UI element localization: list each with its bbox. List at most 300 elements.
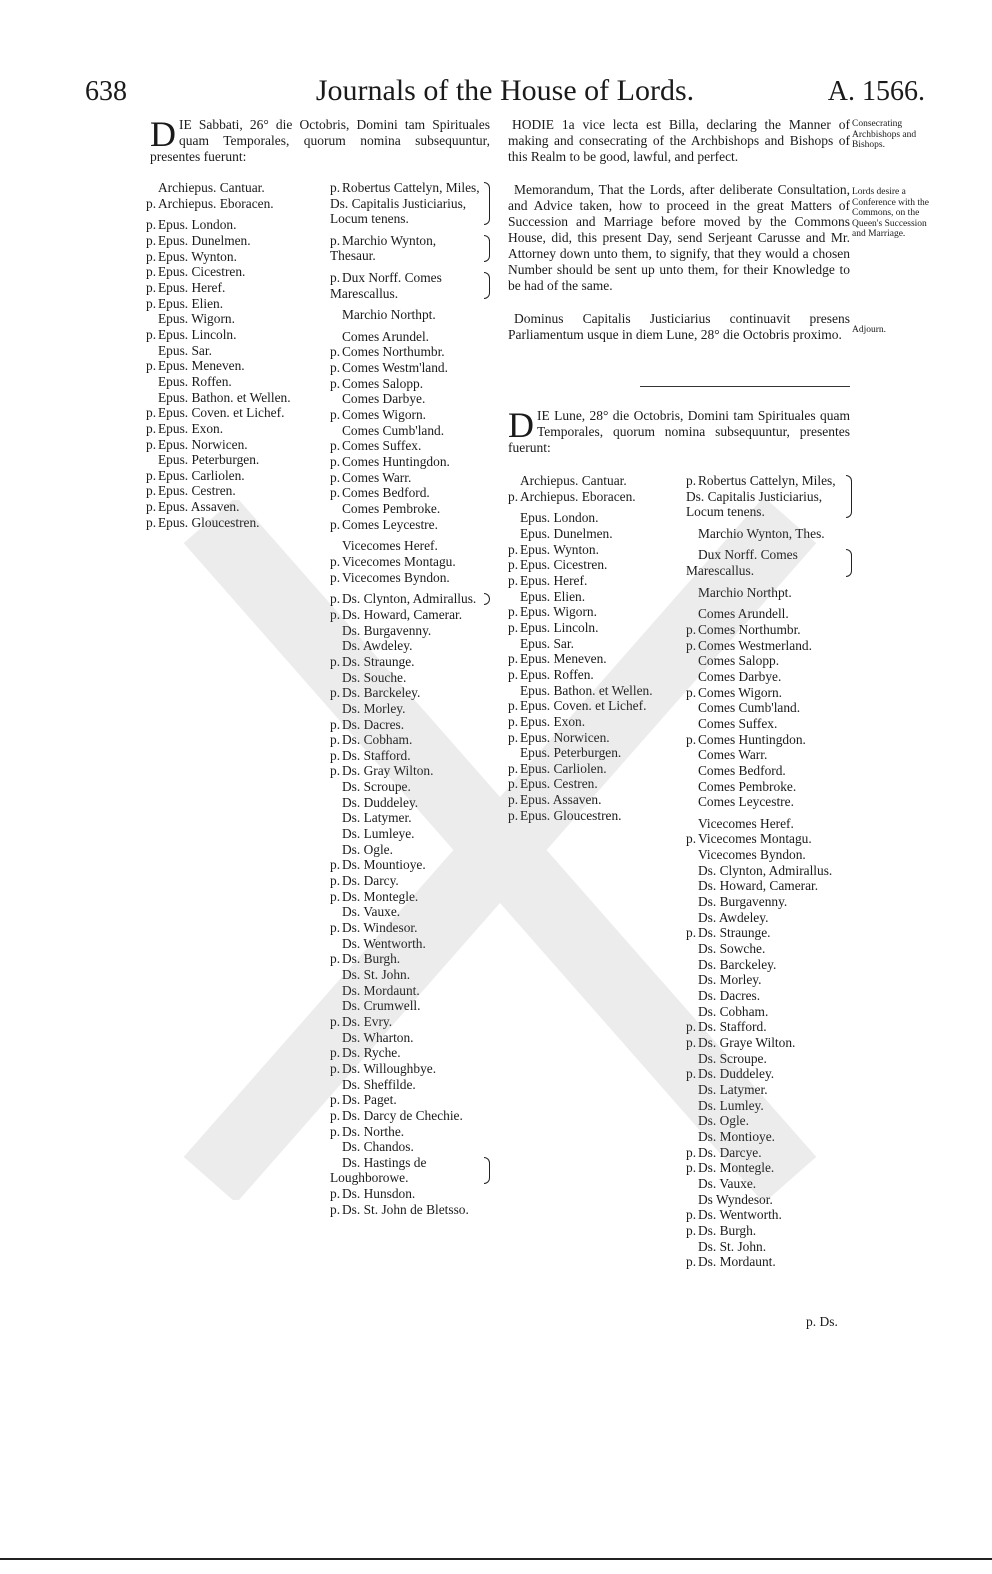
attendance-entry — [686, 585, 854, 601]
present-marker: p. — [686, 1160, 697, 1176]
attendance-entry — [686, 816, 854, 832]
attendance-entry — [508, 526, 683, 542]
drop-cap: D — [508, 405, 534, 445]
attendance-entry — [330, 967, 492, 983]
present-marker: p. — [508, 557, 519, 573]
lord-name: Epus. Wigorn. — [520, 604, 597, 620]
lord-name: Comes Arundel. — [342, 328, 430, 344]
attendance-entry — [508, 761, 683, 777]
lord-name: Vicecomes Montagu. — [342, 554, 456, 569]
lord-name: Robertus Cattelyn, Miles, Ds. Capitalis Justiciarius, Locum tenens. — [686, 473, 836, 520]
attendance-entry — [686, 473, 854, 520]
attendance-entry — [330, 554, 492, 570]
mon-temporal-list — [686, 473, 854, 1270]
attendance-entry — [686, 1176, 854, 1192]
lord-name: Epus. Gloucestren. — [158, 514, 260, 530]
lord-name: Epus. Wigorn. — [158, 311, 235, 327]
attendance-entry — [508, 604, 683, 620]
lord-name: Ds. Barckeley. — [342, 685, 421, 701]
mon-intro — [508, 405, 850, 456]
attendance-entry — [508, 473, 683, 489]
present-marker: p. — [146, 279, 157, 295]
attendance-entry — [146, 437, 311, 453]
present-marker: p. — [330, 716, 341, 732]
attendance-entry — [330, 1139, 492, 1155]
lord-name: Vicecomes Byndon. — [342, 569, 450, 585]
lord-name: Epus. Lincoln. — [520, 619, 599, 635]
lord-name: Epus. Meneven. — [520, 651, 607, 667]
sat-intro — [150, 114, 490, 165]
lord-name: Robertus Cattelyn, Miles, Ds. Capitalis Justiciarius, Locum tenens. — [330, 180, 480, 227]
lord-name: Epus. Heref. — [520, 572, 588, 588]
attendance-entry — [330, 638, 492, 654]
attendance-entry — [508, 489, 683, 505]
lord-name: Ds. Burgavenny. — [698, 894, 788, 910]
lord-name: Vicecomes Montagu. — [698, 831, 812, 847]
lord-name: Ds. Howard, Camerar. — [698, 878, 819, 894]
attendance-entry — [330, 685, 492, 701]
lord-name: Ds. Wharton. — [342, 1029, 414, 1045]
lord-name: Epus. Cestren. — [158, 483, 236, 499]
lord-name: Epus. Assaven. — [520, 792, 602, 808]
lord-name: Dux Norff. Comes Marescallus. — [330, 269, 442, 301]
attendance-entry — [330, 1077, 492, 1093]
attendance-entry — [508, 792, 683, 808]
attendance-entry — [330, 270, 492, 301]
attendance-entry — [146, 249, 311, 265]
present-marker: p. — [330, 685, 341, 701]
present-marker: p. — [146, 420, 157, 436]
present-marker: p. — [686, 1035, 697, 1050]
present-marker: p. — [330, 569, 341, 585]
lord-name: Epus. Coven. et Lichef. — [520, 698, 647, 714]
lord-name: Ds. Barckeley. — [698, 956, 777, 972]
attendance-entry — [330, 936, 492, 952]
attendance-entry — [330, 470, 492, 486]
present-marker: p. — [330, 375, 341, 391]
lord-name: Ds. Straunge. — [698, 925, 771, 941]
year-marker: A. 1566. — [827, 76, 925, 107]
lord-name: Ds. Paget. — [342, 1092, 397, 1108]
present-marker: p. — [508, 619, 519, 635]
present-marker: p. — [330, 857, 341, 873]
attendance-entry — [330, 732, 492, 748]
attendance-entry — [146, 452, 311, 468]
attendance-entry — [508, 714, 683, 730]
attendance-entry — [686, 1113, 854, 1129]
page-header — [85, 70, 925, 110]
attendance-entry — [146, 499, 311, 515]
attendance-entry — [686, 1145, 854, 1161]
attendance-entry — [508, 542, 683, 558]
lord-name: Comes Warr. — [698, 747, 768, 763]
lord-name: Comes Suffex. — [698, 715, 778, 731]
lord-name: Epus. Lincoln. — [158, 326, 237, 342]
adjournment-paragraph: Dominus Capitalis Justiciarius continuavit presens Parliamentum usque in diem Lune, 28° die Octobris proximo. — [508, 311, 850, 342]
lord-name: Marchio Wynton, Thesaur. — [330, 232, 437, 264]
lord-name: Epus. Assaven. — [158, 499, 240, 515]
lord-name: Ds. Chandos. — [342, 1139, 414, 1155]
lord-name: Ds. Duddeley. — [698, 1066, 775, 1082]
lord-name: Ds. Mordaunt. — [698, 1254, 776, 1270]
lord-name: Comes Pembroke. — [342, 501, 441, 517]
present-marker: p. — [146, 248, 157, 264]
attendance-entry — [330, 951, 492, 967]
attendance-entry — [686, 732, 854, 748]
attendance-entry — [686, 863, 854, 879]
attendance-entry — [686, 988, 854, 1004]
present-marker: p. — [686, 1066, 697, 1082]
attendance-entry — [686, 925, 854, 941]
attendance-entry — [330, 1045, 492, 1061]
lord-name: Ds. Burgh. — [342, 951, 401, 967]
present-marker: p. — [330, 1060, 341, 1076]
attendance-entry — [330, 748, 492, 764]
lord-name: Epus. Carliolen. — [520, 760, 607, 776]
lord-name: Ds. Awdeley. — [342, 638, 413, 654]
attendance-entry — [686, 1223, 854, 1239]
present-marker: p. — [146, 232, 157, 248]
lord-name: Ds. Souche. — [342, 669, 407, 685]
present-marker: p. — [508, 807, 519, 823]
present-marker: p. — [686, 1207, 697, 1223]
attendance-entry — [330, 983, 492, 999]
attendance-entry — [508, 573, 683, 589]
present-marker: p. — [330, 469, 341, 485]
lord-name: Vicecomes Heref. — [698, 815, 794, 831]
attendance-entry — [330, 329, 492, 345]
present-marker: p. — [146, 264, 157, 280]
lord-name: Comes Leycestre. — [342, 516, 438, 532]
lord-name: Vicecomes Byndon. — [698, 847, 806, 863]
lord-name: Epus. Wynton. — [158, 248, 237, 264]
lord-name: Ds. Ryche. — [342, 1045, 401, 1061]
lord-name: Comes Northumbr. — [342, 344, 445, 360]
lord-name: Comes Arundell. — [698, 606, 789, 622]
attendance-entry — [508, 651, 683, 667]
present-marker: p. — [330, 360, 341, 376]
attendance-entry — [146, 358, 311, 374]
attendance-entry — [330, 485, 492, 501]
attendance-entry — [330, 920, 492, 936]
attendance-entry — [686, 1082, 854, 1098]
lord-name: Epus. London. — [158, 217, 237, 233]
lord-name: Ds. Evry. — [342, 1013, 393, 1029]
attendance-entry — [686, 779, 854, 795]
lord-name: Ds. Dacres. — [698, 988, 761, 1004]
attendance-entry — [686, 941, 854, 957]
present-marker: p. — [330, 554, 341, 569]
lord-name: Comes Westmerland. — [698, 637, 812, 653]
present-marker: p. — [508, 666, 519, 682]
attendance-entry — [330, 998, 492, 1014]
attendance-entry — [686, 622, 854, 638]
lord-name: Comes Leycestre. — [698, 794, 794, 810]
attendance-entry — [508, 510, 683, 526]
attendance-entry — [146, 483, 311, 499]
lord-name: Epus. Elien. — [158, 295, 224, 311]
lord-name: Ds. Montegle. — [342, 888, 419, 904]
lord-name: Ds. Burgavenny. — [342, 622, 432, 638]
attendance-entry — [508, 667, 683, 683]
present-marker: p. — [330, 732, 341, 748]
lord-name: Epus. Carliolen. — [158, 467, 245, 483]
attendance-entry — [686, 910, 854, 926]
margin-note-adjourn: Adjourn. — [852, 325, 887, 335]
present-marker: p. — [508, 698, 519, 714]
present-marker: p. — [508, 541, 519, 557]
lord-name: Ds. Dacres. — [342, 716, 405, 732]
lord-name: Marchio Northpt. — [698, 584, 792, 600]
attendance-entry — [686, 685, 854, 701]
attendance-entry — [146, 180, 311, 196]
lord-name: Comes Bedford. — [698, 762, 786, 778]
present-marker: p. — [330, 1045, 341, 1061]
present-marker: p. — [330, 407, 341, 423]
attendance-entry — [508, 620, 683, 636]
lord-name: Epus. Meneven. — [158, 358, 245, 374]
lord-name: Vicecomes Heref. — [342, 538, 438, 554]
margin-note-conference: Lords desire a Conference with the Commons, on the Queen's Succession and Marriage. — [852, 187, 930, 239]
present-marker: p. — [508, 713, 519, 729]
lord-name: Epus. Exon. — [158, 420, 224, 436]
lord-name: Epus. Dunelmen. — [158, 232, 251, 248]
present-marker: p. — [330, 1107, 341, 1123]
attendance-entry — [686, 1129, 854, 1145]
attendance-entry — [330, 810, 492, 826]
attendance-entry — [330, 1202, 492, 1218]
lord-name: Epus. Dunelmen. — [520, 525, 613, 541]
attendance-entry — [686, 1239, 854, 1255]
lord-name: Epus. Cestren. — [520, 776, 598, 792]
attendance-entry — [330, 607, 492, 623]
present-marker: p. — [508, 792, 519, 808]
attendance-entry — [146, 468, 311, 484]
lord-name: Epus. Peterburgen. — [520, 745, 622, 761]
attendance-entry — [330, 842, 492, 858]
lord-name: Ds. Graye Wilton. — [698, 1035, 796, 1050]
attendance-entry — [686, 1192, 854, 1208]
attendance-entry — [508, 557, 683, 573]
attendance-entry — [146, 280, 311, 296]
attendance-entry — [508, 745, 683, 761]
present-marker: p. — [330, 873, 341, 889]
page-number: 638 — [85, 76, 127, 107]
lord-name: Ds. Crumwell. — [342, 998, 421, 1014]
lord-name: Epus. Bathon. et Wellen. — [158, 389, 291, 405]
lord-name: Comes Huntingdon. — [342, 454, 450, 470]
attendance-entry — [330, 779, 492, 795]
attendance-entry — [146, 264, 311, 280]
hodie-paragraph: HODIE 1a vice lecta est Billa, declaring the Manner of making and consecrating of the Archbishops and Bishops of this Realm to be good, lawful, and perfect. — [508, 117, 850, 164]
attendance-entry — [330, 538, 492, 554]
lord-name: Ds. Montegle. — [698, 1160, 775, 1176]
attendance-entry — [330, 763, 492, 779]
attendance-entry — [686, 972, 854, 988]
attendance-entry — [146, 421, 311, 437]
present-marker: p. — [686, 831, 697, 847]
attendance-entry — [508, 730, 683, 746]
sat-temporal-list — [330, 180, 492, 1217]
present-marker: p. — [686, 621, 697, 637]
lord-name: Ds. Sowche. — [698, 941, 766, 957]
lord-name: Ds. Ogle. — [342, 841, 393, 857]
present-marker: p. — [330, 485, 341, 501]
lord-name: Comes Huntingdon. — [698, 731, 806, 747]
attendance-entry — [508, 589, 683, 605]
attendance-entry — [146, 405, 311, 421]
attendance-entry — [508, 636, 683, 652]
footer-rule — [0, 1558, 992, 1560]
lord-name: Archiepus. Cantuar. — [158, 180, 265, 195]
present-marker: p. — [146, 483, 157, 499]
lord-name: Ds. Gray Wilton. — [342, 763, 434, 779]
attendance-entry — [146, 390, 311, 406]
lord-name: Comes Bedford. — [342, 485, 430, 501]
lord-name: Epus. Heref. — [158, 279, 226, 295]
present-marker: p. — [508, 729, 519, 745]
lord-name: Dux Norff. Comes Marescallus. — [686, 547, 798, 579]
attendance-entry — [330, 670, 492, 686]
present-marker: p. — [508, 651, 519, 667]
lord-name: Ds. Burgh. — [698, 1222, 757, 1238]
memorandum-paragraph: Memorandum, That the Lords, after deliberate Consultation, and Advice taken, how to proceed in the great Matters of Succession and Marriage before moved by the Commons House, did, this present Day, send Serjeant Carusse and Mr. Attorney down unto them, to signify, that they would a chosen Number should be sent up unto them, for their Knowledge to be had of the same. — [508, 182, 850, 293]
present-marker: p. — [686, 925, 697, 941]
present-marker: p. — [146, 358, 157, 374]
attendance-entry — [330, 570, 492, 586]
lord-name: Ds. Mordaunt. — [342, 982, 420, 998]
attendance-entry — [330, 904, 492, 920]
attendance-entry — [686, 847, 854, 863]
present-marker: p. — [508, 572, 519, 588]
attendance-entry — [508, 698, 683, 714]
attendance-entry — [146, 217, 311, 233]
lord-name: Epus. Norwicen. — [158, 436, 248, 452]
margin-note-consecrating: Consecrating Archbishops and Bishops. — [852, 119, 917, 150]
present-marker: p. — [146, 295, 157, 311]
lord-name: Ds Wyndesor. — [698, 1191, 773, 1207]
lord-name: Ds. Ogle. — [698, 1113, 749, 1129]
present-marker: p. — [330, 1123, 341, 1139]
attendance-entry — [330, 344, 492, 360]
present-marker: p. — [146, 467, 157, 483]
lord-name: Comes Pembroke. — [698, 778, 797, 794]
lord-name: Epus. Cicestren. — [158, 264, 246, 280]
attendance-entry — [330, 517, 492, 533]
present-marker: p. — [330, 591, 341, 607]
lord-name: Ds. Morley. — [698, 972, 762, 988]
lord-name: Ds. Clynton, Admirallus. — [698, 862, 833, 878]
present-marker: p. — [146, 514, 157, 530]
present-marker: p. — [686, 1222, 697, 1238]
lord-name: Epus. Gloucestren. — [520, 807, 622, 823]
attendance-entry — [686, 794, 854, 810]
lord-name: Ds. Darcye. — [698, 1144, 762, 1160]
lord-name: Ds. Darcy. — [342, 873, 399, 889]
attendance-entry — [330, 1155, 492, 1186]
lord-name: Epus. Sar. — [520, 635, 574, 651]
attendance-entry — [686, 831, 854, 847]
lord-name: Comes Salopp. — [342, 375, 424, 391]
lord-name: Epus. Norwicen. — [520, 729, 610, 745]
lord-name: Ds. Scroupe. — [342, 779, 411, 795]
present-marker: p. — [508, 488, 519, 504]
attendance-entry — [508, 683, 683, 699]
lord-name: Epus. Roffen. — [520, 666, 594, 682]
attendance-entry — [146, 233, 311, 249]
attendance-entry — [330, 233, 492, 264]
lord-name: Ds. Latymer. — [698, 1081, 768, 1097]
attendance-entry — [686, 1066, 854, 1082]
attendance-entry — [686, 894, 854, 910]
lord-name: Ds. Montioye. — [698, 1128, 775, 1144]
lord-name: Ds. Cobham. — [698, 1003, 769, 1019]
lord-name: Ds. Stafford. — [698, 1019, 767, 1035]
lord-name: Comes Wigorn. — [698, 684, 783, 700]
attendance-entry — [686, 638, 854, 654]
lord-name: Epus. Wynton. — [520, 541, 599, 557]
page-title: Journals of the House of Lords. — [315, 74, 695, 107]
lord-name: Ds. Vauxe. — [698, 1175, 757, 1191]
attendance-entry — [508, 808, 683, 824]
attendance-entry — [686, 763, 854, 779]
lord-name: Epus. Cicestren. — [520, 557, 608, 573]
present-marker: p. — [330, 1092, 341, 1108]
attendance-entry — [330, 873, 492, 889]
attendance-entry — [330, 501, 492, 517]
attendance-entry — [330, 454, 492, 470]
attendance-entry — [686, 606, 854, 622]
lord-name: Epus. Roffen. — [158, 373, 232, 389]
lord-name: Ds. Howard, Camerar. — [342, 606, 463, 622]
attendance-entry — [686, 747, 854, 763]
present-marker: p. — [508, 604, 519, 620]
lord-name: Ds. Willoughbye. — [342, 1060, 437, 1076]
present-marker: p. — [330, 454, 341, 470]
present-marker: p. — [686, 1019, 697, 1035]
present-marker: p. — [330, 1201, 341, 1217]
attendance-entry — [330, 701, 492, 717]
present-marker: p. — [146, 195, 157, 211]
lord-name: Ds. Darcy de Chechie. — [342, 1107, 463, 1123]
lord-name: Epus. Bathon. et Wellen. — [520, 682, 653, 698]
present-marker: p. — [330, 269, 341, 285]
lord-name: Ds. Duddeley. — [342, 794, 419, 810]
lord-name: Archiepus. Eboracen. — [520, 488, 636, 504]
attendance-entry — [686, 1254, 854, 1270]
lord-name: Ds. St. John. — [698, 1238, 767, 1254]
lord-name: Ds. Morley. — [342, 700, 406, 716]
present-marker: p. — [330, 888, 341, 904]
lord-name: Ds. Sheffilde. — [342, 1076, 416, 1092]
present-marker: p. — [686, 1144, 697, 1160]
lord-name: Ds. Northe. — [342, 1123, 405, 1139]
attendance-entry — [686, 1019, 854, 1035]
attendance-entry — [330, 1108, 492, 1124]
lord-name: Epus. Coven. et Lichef. — [158, 405, 285, 421]
present-marker: p. — [146, 405, 157, 421]
lord-name: Ds. Cobham. — [342, 732, 413, 748]
lord-name: Ds. Lumley. — [698, 1097, 764, 1113]
attendance-entry — [686, 653, 854, 669]
lord-name: Comes Suffex. — [342, 438, 422, 454]
lord-name: Epus. Elien. — [520, 588, 586, 604]
attendance-entry — [686, 716, 854, 732]
attendance-entry — [686, 1051, 854, 1067]
lord-name: Comes Northumbr. — [698, 621, 801, 637]
attendance-entry — [146, 311, 311, 327]
lord-name: Ds. Hunsdon. — [342, 1186, 416, 1202]
